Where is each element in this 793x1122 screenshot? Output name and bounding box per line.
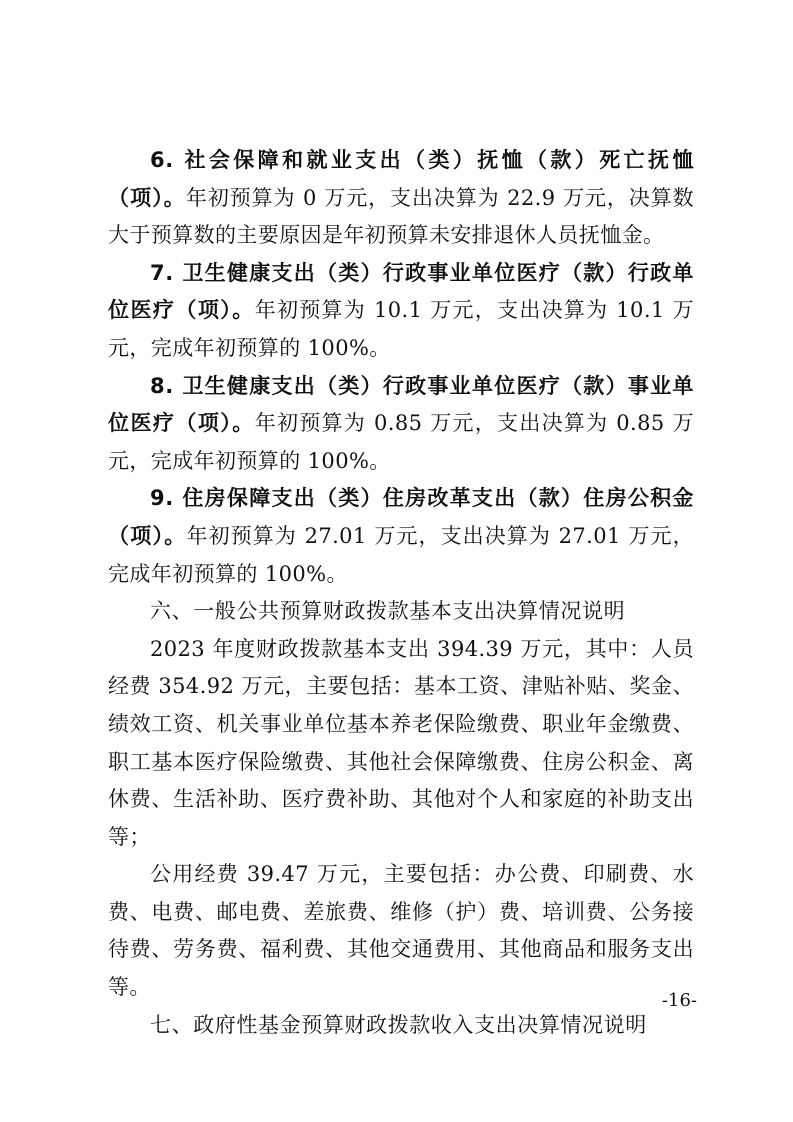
personnel-expense-paragraph: 2023 年度财政拨款基本支出 394.39 万元，其中：人员经费 354.92 万元，主要包括：基本工资、津贴补贴、奖金、绩效工资、机关事业单位基本养老保险缴费、职业年金缴费、职工基本医疗保险缴费、其他社会保障缴费、住房公积金、离休费、生活补助、医疗费补助、其他对个人和家庭的补助支出等； <box>108 636 694 849</box>
heading-six: 六、一般公共预算财政拨款基本支出决算情况说明 <box>150 599 626 624</box>
section-6-title: 6. 社会保障和就业支出（类）抚恤（款）死亡抚恤（项）。 <box>108 148 694 210</box>
page-content <box>108 142 694 1044</box>
section-6-body: 年初预算为 0 万元，支出决算为 22.9 万元，决算数大于预算数的主要原因是年初预算未安排退休人员抚恤金。 <box>108 185 694 248</box>
section-8-body: 年初预算为 0.85 万元，支出决算为 0.85 万元，完成年初预算的 100%。 <box>108 411 694 473</box>
section-6-paragraph <box>108 142 694 255</box>
section-8-title: 8. 卫生健康支出（类）行政事业单位医疗（款）事业单位医疗（项）。 <box>108 373 694 436</box>
section-7-paragraph <box>108 255 694 368</box>
section-7-title: 7. 卫生健康支出（类）行政事业单位医疗（款）行政单位医疗（项）。 <box>108 260 694 323</box>
section-9-body: 年初预算为 27.01 万元，支出决算为 27.01 万元，完成年初预算的 100%。 <box>108 523 695 586</box>
heading-seven: 七、政府性基金预算财政拨款收入支出决算情况说明 <box>150 1012 647 1037</box>
section-8-paragraph <box>108 368 694 481</box>
page-number: -16- <box>661 990 697 1011</box>
section-7-body: 年初预算为 10.1 万元，支出决算为 10.1 万元，完成年初预算的 100%。 <box>108 298 694 360</box>
section-9-title: 9. 住房保障支出（类）住房改革支出（款）住房公积金（项）。 <box>108 486 694 548</box>
section-9-paragraph <box>108 480 694 593</box>
public-expense-paragraph: 公用经费 39.47 万元，主要包括：办公费、印刷费、水费、电费、邮电费、差旅费、维修（护）费、培训费、公务接待费、劳务费、福利费、其他交通费用、其他商品和服务支出等。 <box>108 862 694 1000</box>
